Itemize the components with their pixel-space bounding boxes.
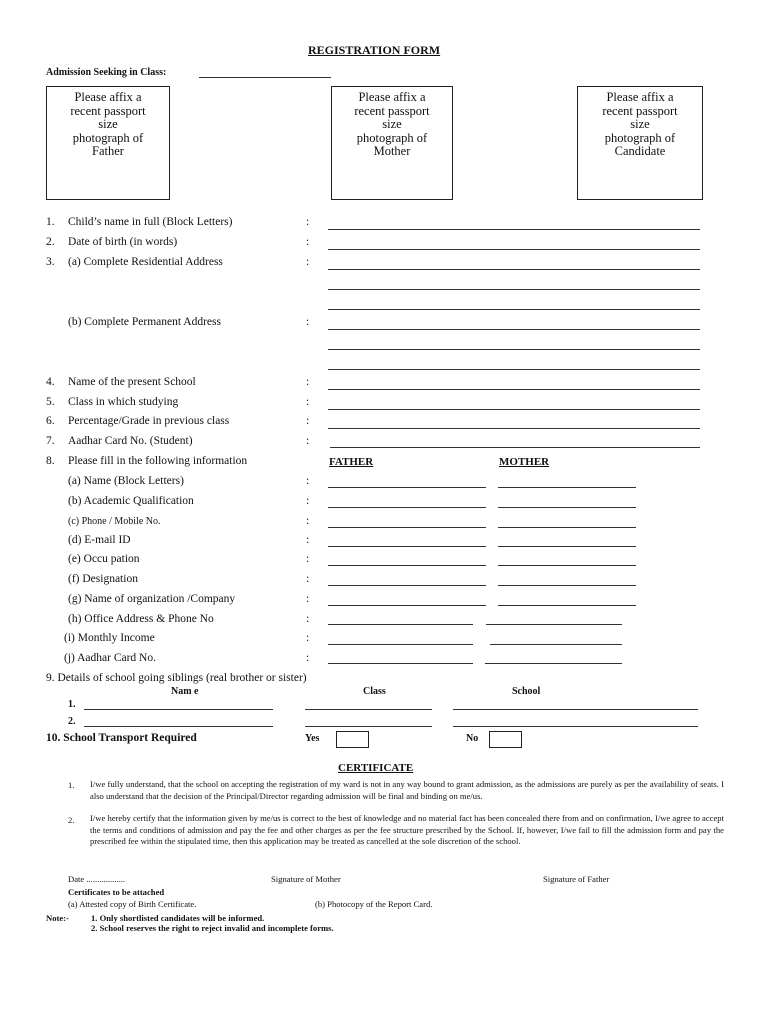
certificate-point-number: 1. — [68, 780, 75, 790]
father-photo-line: size — [98, 117, 118, 131]
mother-signature-label: Signature of Mother — [271, 874, 341, 884]
item-number: 8. — [46, 455, 55, 467]
mother-income-field[interactable] — [490, 644, 622, 645]
percentage-field[interactable] — [328, 428, 700, 429]
father-phone-field[interactable] — [328, 527, 486, 528]
sibling-row-number: 1. — [68, 699, 76, 710]
item-number: 3. — [46, 256, 55, 268]
mother-designation-field[interactable] — [498, 585, 636, 586]
father-office-field[interactable] — [328, 624, 473, 625]
percentage-label: Percentage/Grade in previous class — [68, 415, 230, 427]
note-label: Note:- — [46, 913, 69, 923]
sibling1-school-field[interactable] — [453, 709, 698, 710]
mother-photo-line: photograph of — [356, 130, 428, 145]
sibling2-class-field[interactable] — [305, 726, 432, 727]
colon: : — [306, 316, 310, 328]
occupation-label: (e) Occu pation — [68, 553, 140, 565]
colon: : — [306, 534, 310, 546]
item-number: 5. — [46, 396, 55, 408]
child-name-label: Child’s name in full (Block Letters) — [68, 216, 233, 228]
residential-address-field[interactable] — [328, 309, 700, 310]
mother-name-field[interactable] — [498, 487, 636, 488]
sibling-name-header: Nam e — [171, 686, 199, 697]
mother-photo-line: Mother — [373, 144, 411, 158]
colon: : — [306, 435, 310, 447]
form-title: REGISTRATION FORM — [308, 43, 441, 57]
qualification-label: (b) Academic Qualification — [68, 495, 194, 507]
mother-photo-line: Please affix a — [358, 90, 426, 104]
sibling1-class-field[interactable] — [305, 709, 432, 710]
father-name-field[interactable] — [328, 487, 486, 488]
present-school-field[interactable] — [328, 389, 700, 390]
father-photo-line: Please affix a — [74, 90, 142, 104]
colon: : — [306, 396, 310, 408]
colon: : — [306, 652, 310, 664]
permanent-address-label: (b) Complete Permanent Address — [68, 316, 221, 328]
phone-label: (c) Phone / Mobile No. — [68, 516, 161, 527]
father-organization-field[interactable] — [328, 605, 486, 606]
parents-info-label: Please fill in the following information — [68, 455, 248, 467]
colon: : — [306, 495, 310, 507]
candidate-photo-line: Candidate — [614, 144, 666, 158]
sibling-class-header: Class — [363, 686, 386, 697]
note-1: 1. Only shortlisted candidates will be informed. — [91, 913, 265, 923]
mother-photo-box[interactable] — [331, 86, 453, 200]
item-number: 6. — [46, 415, 55, 427]
certificate-point-1: I/we fully understand, that the school on accepting the registration of my ward is not in any way bound to grant admission, as the admissions are purely as per the availability of seats. I also understand that the decision of the Principal/Director regarding admission will be final and binding on me/us. — [90, 779, 724, 801]
father-income-field[interactable] — [328, 644, 473, 645]
attachment-birth-certificate: (a) Attested copy of Birth Certificate. — [68, 899, 197, 909]
colon: : — [306, 475, 310, 487]
item-number: 7. — [46, 435, 55, 447]
dob-label: Date of birth (in words) — [68, 236, 178, 248]
email-label: (d) E-mail ID — [68, 534, 131, 546]
siblings-label: 9. Details of school going siblings (real brother or sister) — [46, 672, 307, 684]
dob-field[interactable] — [328, 249, 700, 250]
item-number: 2. — [46, 236, 55, 248]
admission-class-field[interactable] — [199, 77, 331, 78]
monthly-income-label: (i) Monthly Income — [64, 632, 155, 644]
class-studying-field[interactable] — [328, 409, 700, 410]
transport-no-label: No — [466, 733, 479, 744]
colon: : — [306, 632, 310, 644]
item-number: 4. — [46, 376, 55, 388]
designation-label: (f) Designation — [68, 573, 138, 585]
organization-label: (g) Name of organization /Company — [68, 593, 236, 605]
colon: : — [306, 515, 310, 527]
father-signature-label: Signature of Father — [543, 874, 610, 884]
colon: : — [306, 415, 310, 427]
attachments-title: Certificates to be attached — [68, 887, 165, 897]
transport-no-checkbox[interactable] — [489, 731, 522, 748]
father-photo-box[interactable] — [46, 86, 170, 200]
father-designation-field[interactable] — [328, 585, 486, 586]
father-photo-line: Father — [92, 144, 124, 158]
aadhar-student-label: Aadhar Card No. (Student) — [68, 435, 193, 447]
mother-occupation-field[interactable] — [498, 565, 636, 566]
mother-office-field[interactable] — [486, 624, 622, 625]
candidate-photo-line: photograph of — [604, 130, 676, 145]
office-address-label: (h) Office Address & Phone No — [68, 613, 214, 625]
transport-yes-label: Yes — [305, 733, 320, 744]
father-email-field[interactable] — [328, 546, 486, 547]
residential-address-field[interactable] — [328, 289, 700, 290]
permanent-address-field[interactable] — [328, 329, 700, 330]
transport-label: 10. School Transport Required — [46, 732, 197, 744]
colon: : — [306, 593, 310, 605]
certificate-title: CERTIFICATE — [338, 762, 414, 774]
mother-column-header: MOTHER — [499, 456, 550, 468]
candidate-photo-line: Please affix a — [606, 90, 674, 104]
permanent-address-field[interactable] — [328, 369, 700, 370]
certificate-point-2: I/we hereby certify that the information given by me/us is correct to the best of knowledge and no material fact has been concealed there from and on confirmation, I/we agree to accept the terms and conditions of admission and pay the fee and other charges as per the fee structure prescribed by the School. If, however, I/we fail to fill the admission form and pay the prescribed fee within the stipulated time, then this application may be treated as cancelled at the sole discretion of the school. — [90, 813, 724, 847]
father-photo-line: recent passport — [70, 103, 146, 118]
aadhar-student-field[interactable] — [330, 447, 700, 448]
colon: : — [306, 216, 310, 228]
sibling-row-number: 2. — [68, 716, 76, 727]
father-column-header: FATHER — [329, 456, 374, 468]
mother-qualification-field[interactable] — [498, 507, 636, 508]
transport-yes-checkbox[interactable] — [336, 731, 369, 748]
sibling1-name-field[interactable] — [84, 709, 273, 710]
class-studying-label: Class in which studying — [68, 396, 179, 408]
colon: : — [306, 553, 310, 565]
colon: : — [306, 573, 310, 585]
sibling2-school-field[interactable] — [453, 726, 698, 727]
certificate-point-number: 2. — [68, 815, 75, 825]
sibling2-name-field[interactable] — [84, 726, 273, 727]
mother-email-field[interactable] — [498, 546, 636, 547]
mother-aadhar-field[interactable] — [485, 663, 622, 664]
colon: : — [306, 256, 310, 268]
mother-photo-line: recent passport — [354, 103, 430, 118]
mother-photo-line: size — [382, 117, 402, 131]
residential-address-field[interactable] — [328, 269, 700, 270]
attachment-report-card: (b) Photocopy of the Report Card. — [315, 899, 433, 909]
father-occupation-field[interactable] — [328, 565, 486, 566]
colon: : — [306, 236, 310, 248]
sibling-school-header: School — [512, 686, 541, 697]
colon: : — [306, 376, 310, 388]
item-number: 1. — [46, 216, 55, 228]
present-school-label: Name of the present School — [68, 376, 196, 388]
note-2: 2. School reserves the right to reject invalid and incomplete forms. — [91, 923, 334, 933]
admission-class-label: Admission Seeking in Class: — [46, 67, 167, 78]
permanent-address-field[interactable] — [328, 349, 700, 350]
residential-address-label: (a) Complete Residential Address — [68, 256, 223, 268]
father-aadhar-field[interactable] — [328, 663, 473, 664]
mother-organization-field[interactable] — [498, 605, 636, 606]
candidate-photo-box[interactable] — [577, 86, 703, 200]
date-field[interactable]: Date .................. — [68, 874, 126, 884]
parent-aadhar-label: (j) Aadhar Card No. — [64, 652, 156, 664]
father-qualification-field[interactable] — [328, 507, 486, 508]
candidate-photo-line: size — [630, 117, 650, 131]
parent-name-label: (a) Name (Block Letters) — [68, 475, 184, 487]
mother-phone-field[interactable] — [498, 527, 636, 528]
child-name-field[interactable] — [328, 229, 700, 230]
candidate-photo-line: recent passport — [602, 103, 678, 118]
father-photo-line: photograph of — [72, 130, 144, 145]
colon: : — [306, 613, 310, 625]
